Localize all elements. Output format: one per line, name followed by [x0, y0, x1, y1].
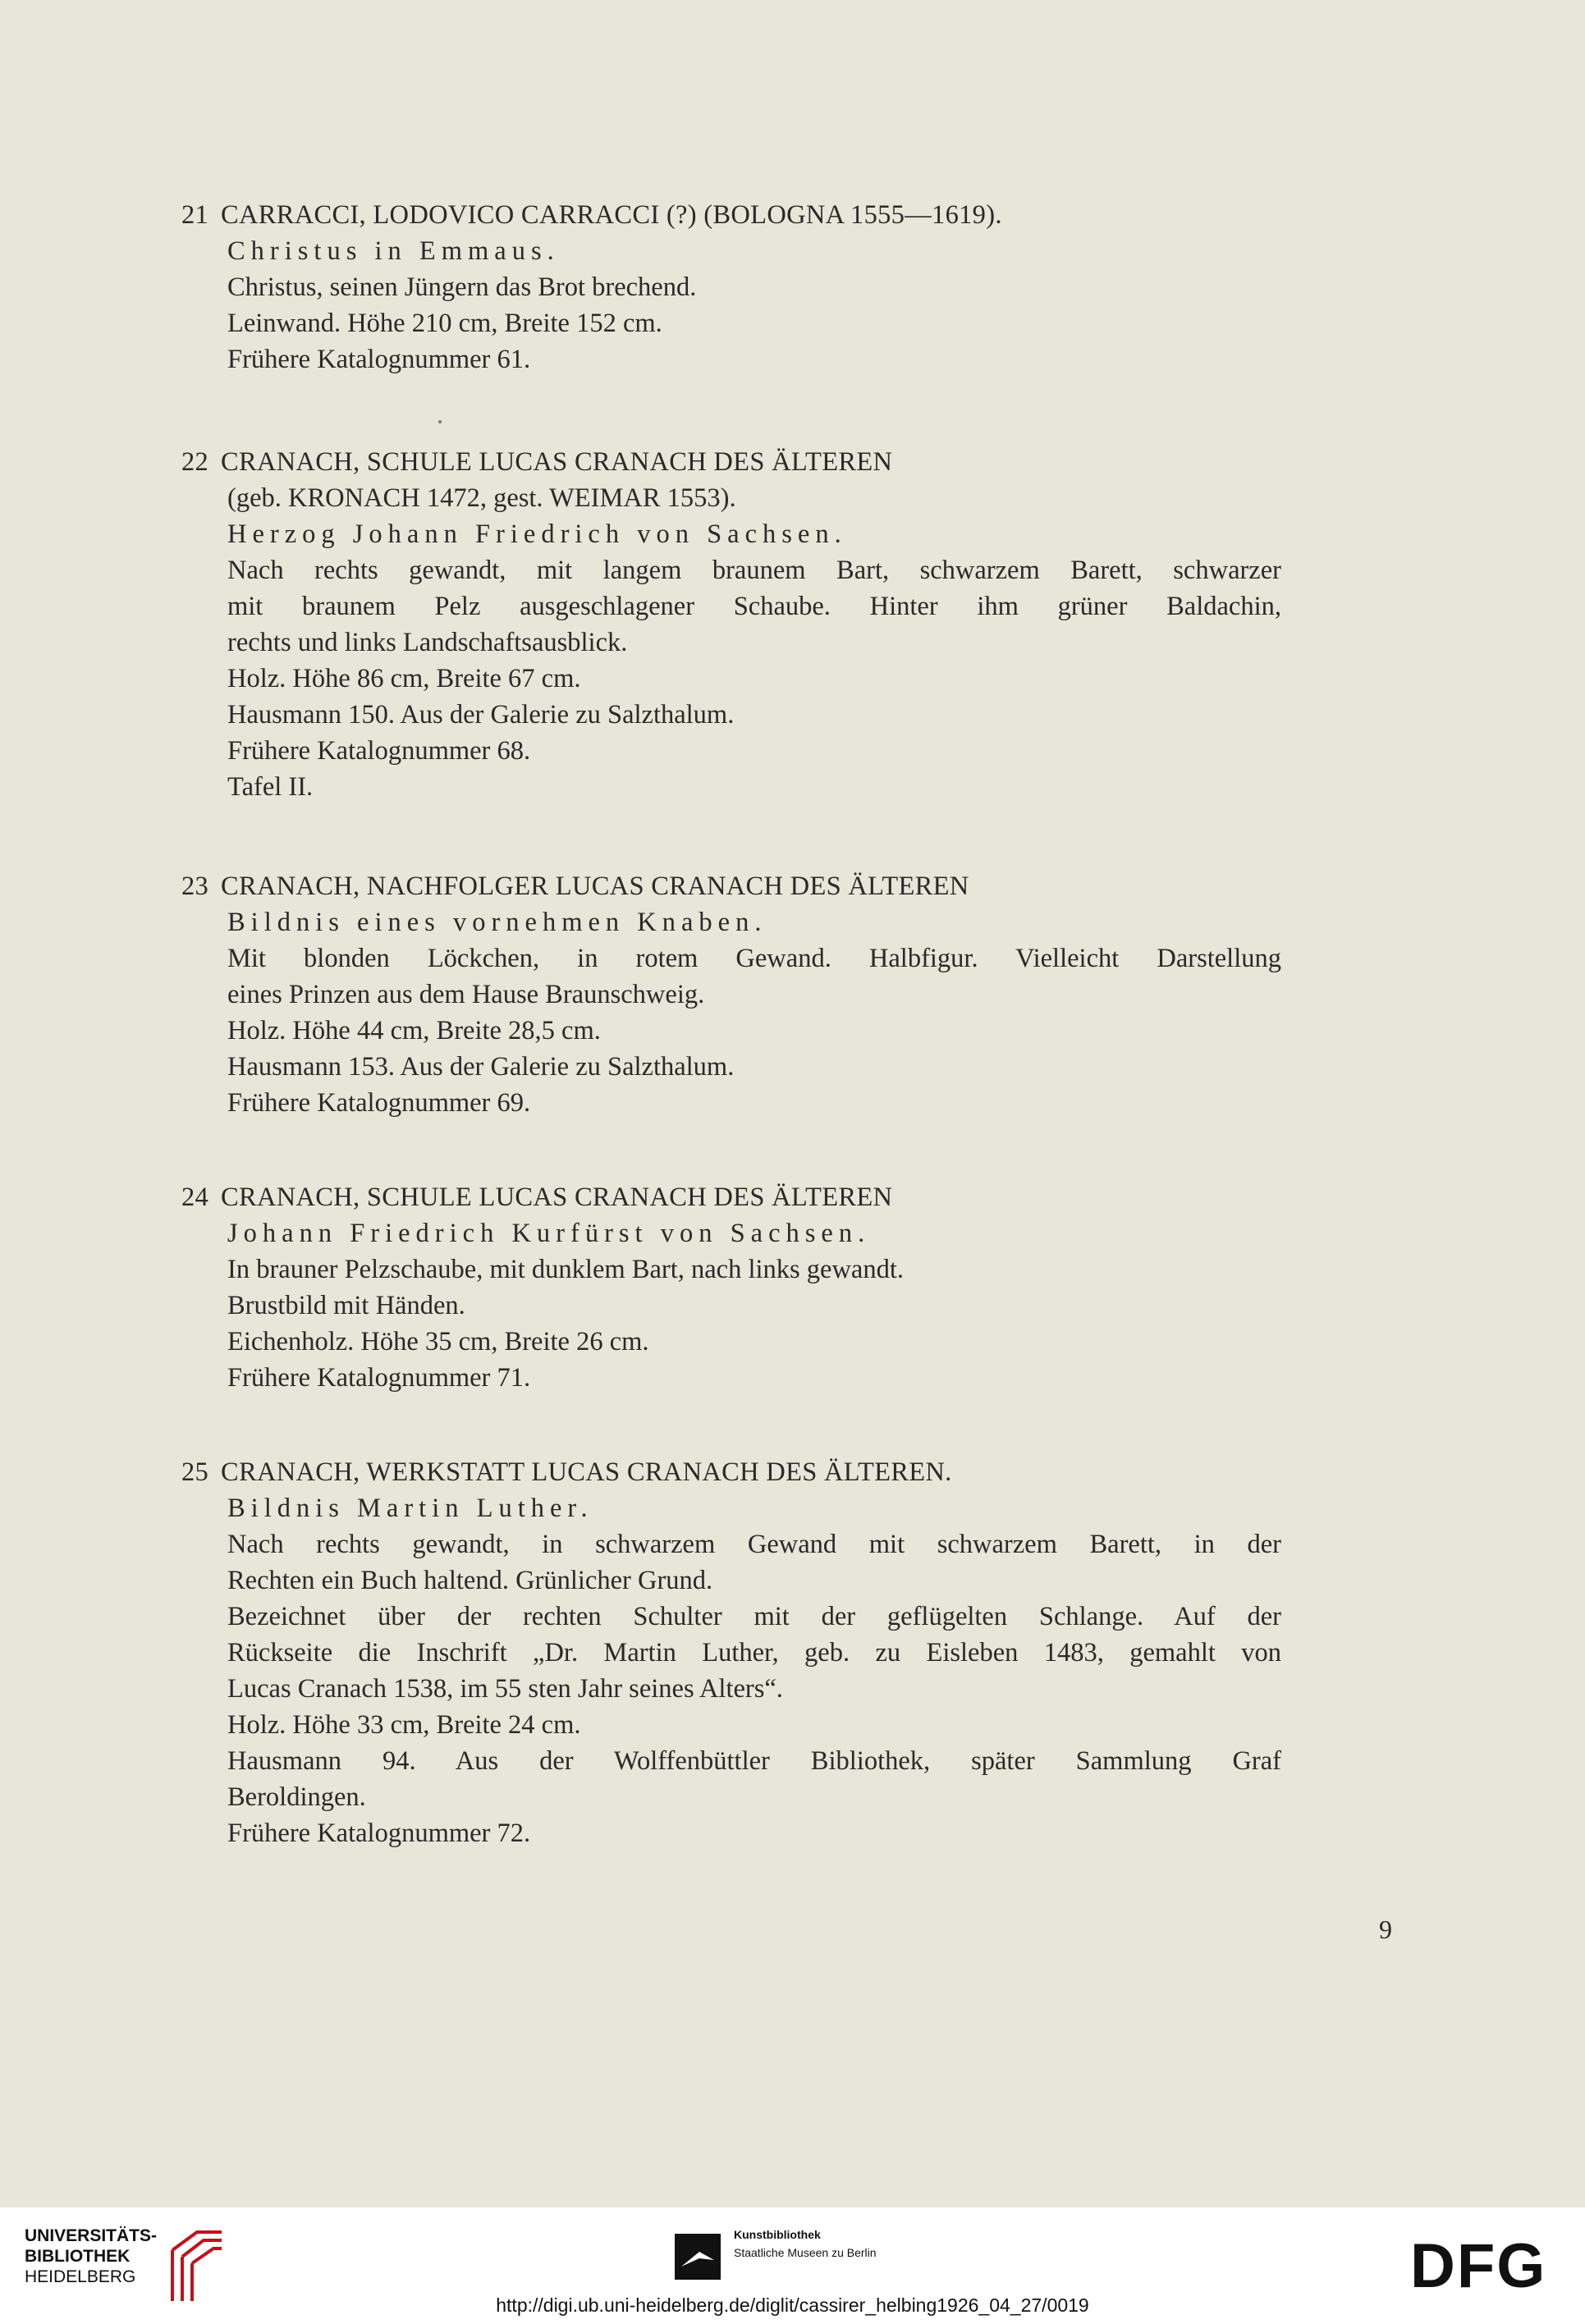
entry-title: Bildnis Martin Luther.	[227, 1494, 593, 1523]
entry-line: rechts und links Landschaftsausblick.	[227, 628, 628, 657]
entry-number: 25	[181, 1457, 209, 1487]
ub-line2: BIBLIOTHEK	[25, 2247, 131, 2266]
entry-line: Rückseite die Inschrift „Dr. Martin Luther, geb. zu Eisleben 1483, gemahlt von	[227, 1638, 1281, 1668]
entry-heading-text: CRANACH, WERKSTATT LUCAS CRANACH DES ÄLTEREN.	[221, 1457, 952, 1487]
entry-line: Leinwand. Höhe 210 cm, Breite 152 cm.	[227, 309, 662, 338]
catalog-entry-22	[181, 444, 1281, 805]
entry-line: Brustbild mit Händen.	[227, 1291, 465, 1320]
entry-title: Johann Friedrich Kurfürst von Sachsen.	[227, 1219, 871, 1248]
entry-line: Eichenholz. Höhe 35 cm, Breite 26 cm.	[227, 1327, 649, 1356]
entry-heading-text: CRANACH, SCHULE LUCAS CRANACH DES ÄLTEREN	[221, 447, 893, 477]
entry-line: Bezeichnet über der rechten Schulter mit der geflügelten Schlange. Auf der	[227, 1602, 1281, 1631]
entry-number: 22	[181, 447, 209, 477]
dfg-logo[interactable]: DFG	[1410, 2231, 1547, 2301]
entry-line: Hausmann 150. Aus der Galerie zu Salzthalum.	[227, 700, 735, 730]
entry-line: In brauner Pelzschaube, mit dunklem Bart, nach links gewandt.	[227, 1255, 905, 1284]
entry-line: Beroldingen.	[227, 1782, 366, 1812]
kunstbibliothek-icon	[675, 2234, 721, 2280]
entry-number: 24	[181, 1183, 209, 1212]
catalog-entry-24	[181, 1179, 1281, 1396]
entry-number: 21	[181, 200, 209, 230]
entry-subheading: (geb. KRONACH 1472, gest. WEIMAR 1553).	[227, 483, 736, 513]
entry-line: mit braunem Pelz ausgeschlagener Schaube. Hinter ihm grüner Baldachin,	[227, 592, 1281, 621]
entry-heading	[181, 444, 1281, 480]
entry-line: Lucas Cranach 1538, im 55 sten Jahr seines Alters“.	[227, 1674, 783, 1704]
entry-line: Holz. Höhe 44 cm, Breite 28,5 cm.	[227, 1016, 601, 1045]
entry-heading-text: CRANACH, SCHULE LUCAS CRANACH DES ÄLTEREN	[221, 1183, 893, 1212]
entry-line: Holz. Höhe 33 cm, Breite 24 cm.	[227, 1710, 581, 1740]
entry-line: Frühere Katalognummer 61.	[227, 345, 531, 374]
entry-title: Herzog Johann Friedrich von Sachsen.	[227, 519, 847, 549]
kunstbibliothek-logo[interactable]	[675, 2226, 937, 2283]
catalog-entry-23	[181, 868, 1281, 1121]
entry-title: Christus in Emmaus.	[227, 236, 560, 266]
kb-title: Kunstbibliothek	[734, 2228, 821, 2241]
entry-heading	[181, 868, 1281, 904]
entry-line: Hausmann 153. Aus der Galerie zu Salzthalum.	[227, 1052, 735, 1082]
ub-line3: HEIDELBERG	[25, 2267, 136, 2286]
entry-line: Hausmann 94. Aus der Wolffenbüttler Bibliothek, später Sammlung Graf	[227, 1746, 1281, 1776]
page-number: 9	[1379, 1915, 1392, 1944]
kb-subtitle: Staatliche Museen zu Berlin	[734, 2246, 877, 2259]
entry-line: Rechten ein Buch haltend. Grünlicher Grund.	[227, 1566, 713, 1595]
entry-title: Bildnis eines vornehmen Knaben.	[227, 908, 767, 937]
entry-line: Mit blonden Löckchen, in rotem Gewand. Halbfigur. Vielleicht Darstellung	[227, 944, 1281, 973]
source-url-link[interactable]: http://digi.ub.uni-heidelberg.de/diglit/cassirer_helbing1926_04_27/0019	[496, 2294, 1089, 2316]
entry-line: Nach rechts gewandt, in schwarzem Gewand mit schwarzem Barett, in der	[227, 1530, 1281, 1559]
entry-heading	[181, 197, 1281, 233]
entry-heading	[181, 1454, 1281, 1490]
entry-number: 23	[181, 872, 209, 901]
entry-line: Frühere Katalognummer 69.	[227, 1088, 531, 1118]
entry-line: Frühere Katalognummer 72.	[227, 1818, 531, 1848]
entry-line: eines Prinzen aus dem Hause Braunschweig.	[227, 980, 705, 1009]
entry-line: Nach rechts gewandt, mit langem braunem Bart, schwarzem Barett, schwarzer	[227, 556, 1281, 585]
entry-line: Holz. Höhe 86 cm, Breite 67 cm.	[227, 664, 581, 693]
entry-line: Frühere Katalognummer 71.	[227, 1363, 531, 1393]
kb-text	[734, 2226, 877, 2262]
footer-bar	[0, 2207, 1585, 2324]
catalog-entry-25	[181, 1454, 1281, 1851]
entry-heading-text: CRANACH, NACHFOLGER LUCAS CRANACH DES ÄLTEREN	[221, 872, 969, 901]
catalog-entry-21	[181, 197, 1281, 377]
ub-logo-text	[25, 2226, 157, 2287]
ub-line1: UNIVERSITÄTS-	[25, 2226, 158, 2245]
entry-line: Frühere Katalognummer 68.	[227, 736, 531, 766]
entry-line: Christus, seinen Jüngern das Brot brechend.	[227, 272, 697, 302]
speck-mark	[438, 420, 442, 423]
entry-heading	[181, 1179, 1281, 1215]
entry-line: Tafel II.	[227, 772, 314, 802]
entry-heading-text: CARRACCI, LODOVICO CARRACCI (?) (BOLOGNA 1555—1619).	[221, 200, 1002, 230]
